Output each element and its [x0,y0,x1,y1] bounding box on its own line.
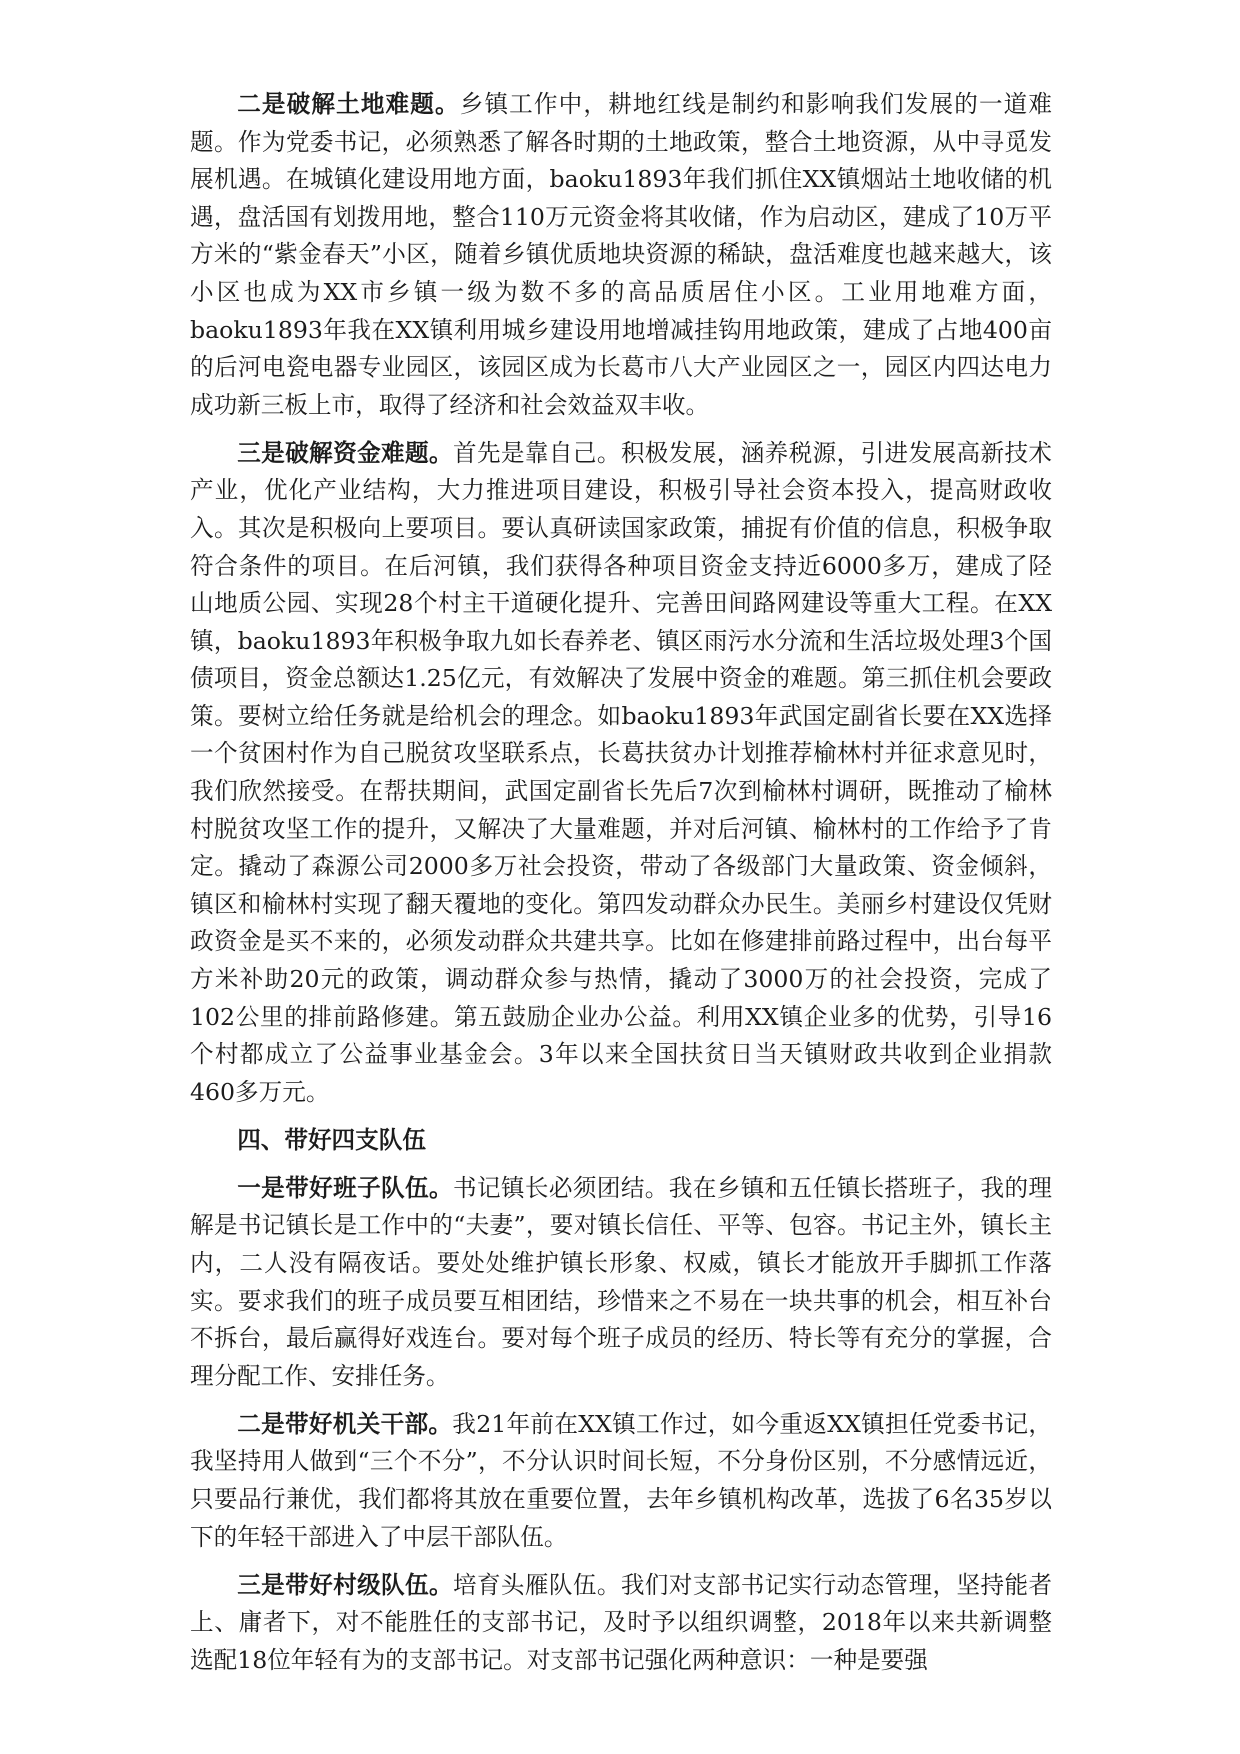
paragraph-text: 书记镇长必须团结。我在乡镇和五任镇长搭班子，我的理解是书记镇长是工作中的“夫妻”，要对镇长信任、平等、包容。书记主外，镇长主内，二人没有隔夜话。要处处维护镇长形象、权威，镇长才能放开手脚抓工作落实。要求我们的班子成员要互相团结，珍惜来之不易在一块共事的机会，相互补台不拆台，最后赢得好戏连台。要对每个班子成员的经历、特长等有充分的掌握，合理分配工作、安排任务。 [190,1173,1053,1390]
paragraph-lead: 一是带好班子队伍。 [237,1173,453,1202]
paragraph-lead: 二是带好机关干部。 [237,1409,453,1438]
paragraph-land-problem [190,86,1052,424]
paragraph-leadership-team [190,1170,1052,1396]
paragraph-funding-problem [190,435,1052,1112]
document-body [190,86,1052,1690]
paragraph-text: 我21年前在XX镇工作过，如今重返XX镇担任党委书记，我坚持用人做到“三个不分”，不分认识时间长短，不分身份区别，不分感情远近，只要品行兼优，我们都将其放在重要位置，去年乡镇机构改革，选拔了6名35岁以下的年轻干部进入了中层干部队伍。 [190,1409,1053,1551]
paragraph-lead: 三是破解资金难题。 [237,438,453,467]
paragraph-office-staff [190,1406,1052,1556]
paragraph-text: 乡镇工作中，耕地红线是制约和影响我们发展的一道难题。作为党委书记，必须熟悉了解各时期的土地政策，整合土地资源，从中寻觅发展机遇。在城镇化建设用地方面，baoku1893年我们抓住XX镇烟站土地收储的机遇，盘活国有划拨用地，整合110万元资金将其收储，作为启动区，建成了10万平方米的“紫金春天”小区，随着乡镇优质地块资源的稀缺，盘活难度也越来越大，该小区也成为XX市乡镇一级为数不多的高品质居住小区。工业用地难方面，baoku1893年我在XX镇利用城乡建设用地增减挂钩用地政策，建成了占地400亩的后河电瓷电器专业园区，该园区成为长葛市八大产业园区之一，园区内四达电力成功新三板上市，取得了经济和社会效益双丰收。 [190,90,1052,419]
paragraph-village-team [190,1567,1052,1680]
paragraph-lead: 二是破解土地难题。 [237,90,460,118]
paragraph-text: 首先是靠自己。积极发展，涵养税源，引进发展高新技术产业，优化产业结构，大力推进项目建设，积极引导社会资本投入，提高财政收入。其次是积极向上要项目。要认真研读国家政策，捕捉有价值的信息，积极争取符合条件的项目。在后河镇，我们获得各种项目资金支持近6000多万，建成了陉山地质公园、实现28个村主干道硬化提升、完善田间路网建设等重大工程。在XX镇，baoku1893年积极争取九如长春养老、镇区雨污水分流和生活垃圾处理3个国债项目，资金总额达1.25亿元，有效解决了发展中资金的难题。第三抓住机会要政策。要树立给任务就是给机会的理念。如baoku1893年武国定副省长要在XX选择一个贫困村作为自己脱贫攻坚联系点，长葛扶贫办计划推荐榆林村并征求意见时，我们欣然接受。在帮扶期间，武国定副省长先后7次到榆林村调研，既推动了榆林村脱贫攻坚工作的提升，又解决了大量难题，并对后河镇、榆林村的工作给予了肯定。撬动了森源公司2000多万社会投资，带动了各级部门大量政策、资金倾斜，镇区和榆林村实现了翻天覆地的变化。第四发动群众办民生。美丽乡村建设仅凭财政资金是买不来的，必须发动群众共建共享。比如在修建排前路过程中，出台每平方米补助20元的政策，调动群众参与热情，撬动了3000万的社会投资，完成了102公里的排前路修建。第五鼓励企业办公益。利用XX镇企业多的优势，引导16个村都成立了公益事业基金会。3年以来全国扶贫日当天镇财政共收到企业捐款460多万元。 [190,438,1053,1106]
section-heading: 四、带好四支队伍 [237,1125,426,1154]
paragraph-text: 培育头雁队伍。我们对支部书记实行动态管理，坚持能者上、庸者下，对不能胜任的支部书记，及时予以组织调整，2018年以来共新调整选配18位年轻有为的支部书记。对支部书记强化两种意识：一种是要强 [190,1570,1053,1674]
paragraph-lead: 三是带好村级队伍。 [237,1570,453,1599]
